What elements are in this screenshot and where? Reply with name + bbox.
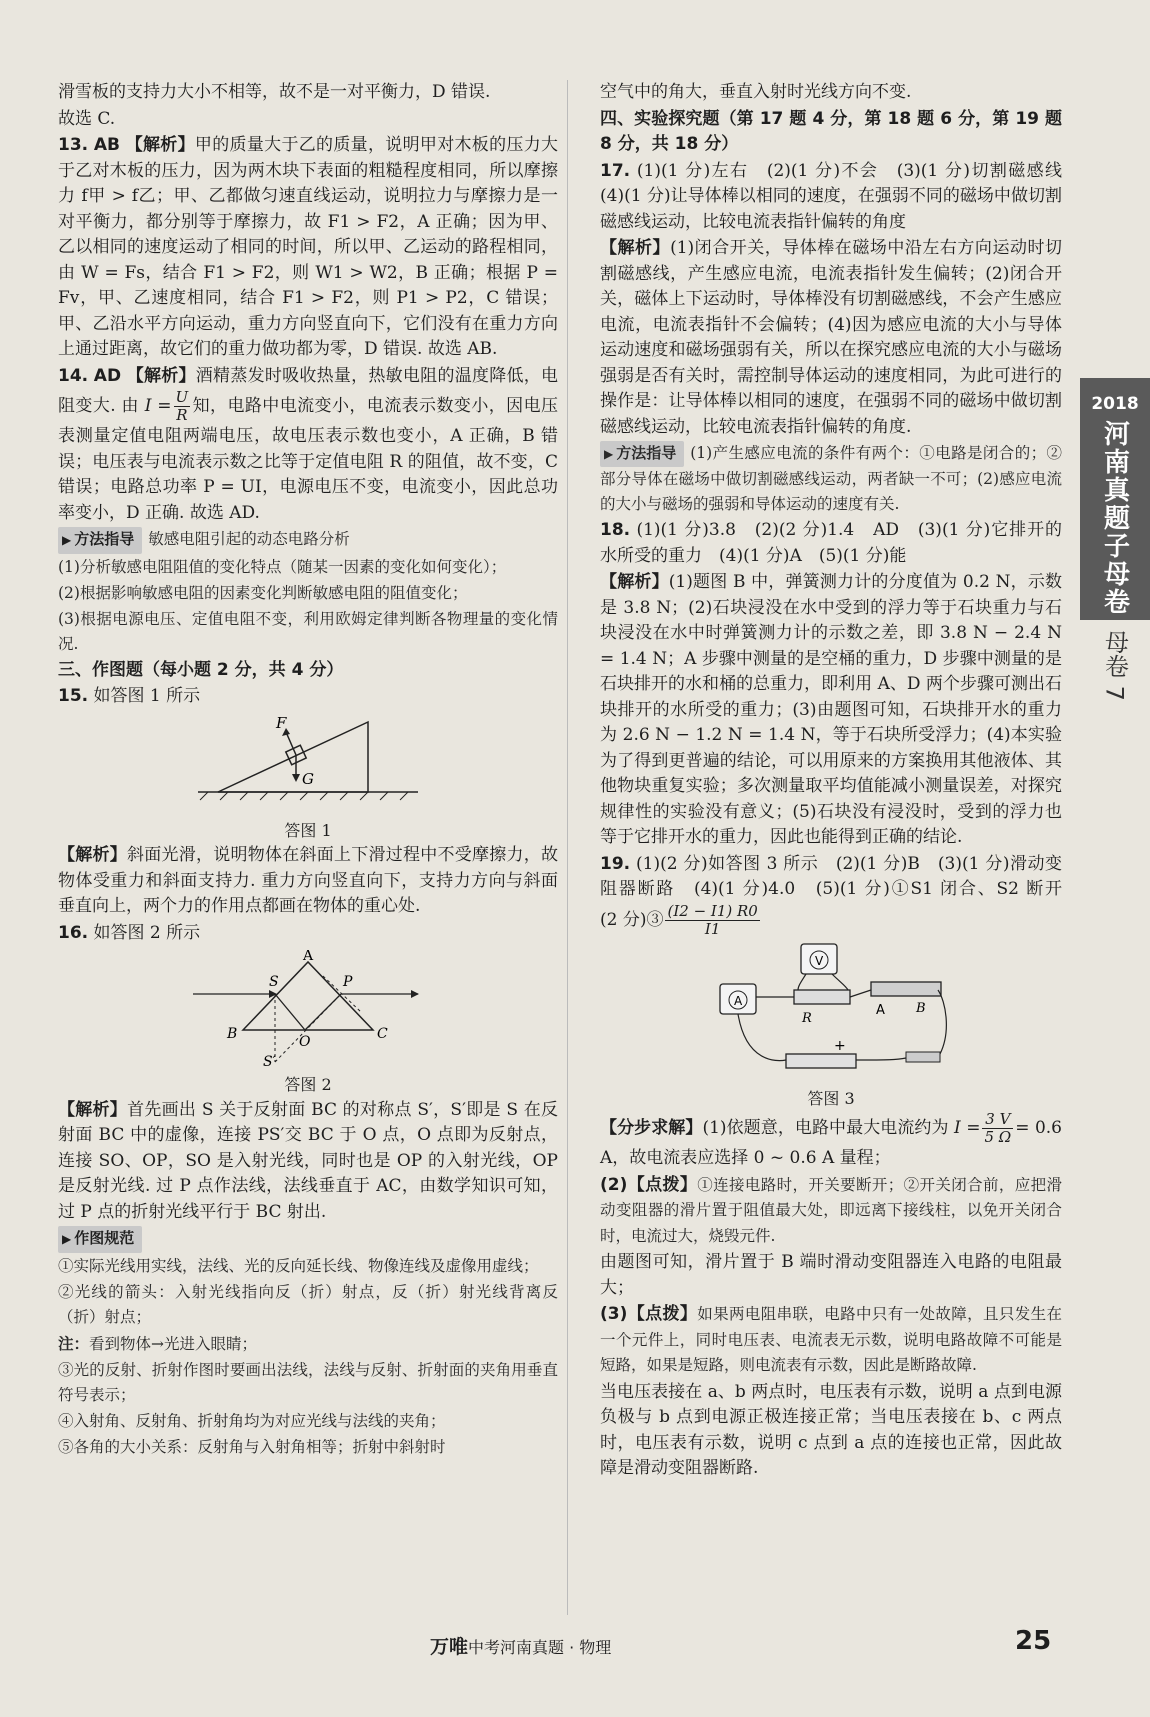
ammeter-label: A (734, 993, 743, 1008)
side-tab (1080, 378, 1150, 620)
method-item: (1)分析敏感电阻阻值的变化特点（随某一因素的变化如何变化）； (58, 557, 507, 576)
vertex-B: B (227, 1026, 238, 1042)
step-text: (1)依题意，电路中最大电流约为 (702, 1118, 949, 1138)
question-15 (58, 684, 558, 710)
answer: AD (93, 365, 122, 386)
step-solution-2 (600, 1173, 1062, 1250)
answer: (1)(1 分)左右 (2)(1 分)不会 (3)(1 分)切割磁感线 (4)(1 分)让导体棒以相同的速度，在强弱不同的磁场中做切割磁感线运动，比较电流表指针偏转的角度 (600, 160, 1079, 232)
question-17 (600, 159, 1079, 236)
point-O: O (299, 1034, 311, 1050)
figure-1-caption: 答图 1 (284, 820, 332, 840)
fraction (982, 1111, 1013, 1146)
fraction-numerator: 3 V (982, 1111, 1013, 1129)
question-17-analysis (600, 236, 1062, 440)
question-18 (600, 518, 1062, 569)
formula-prefix: I = (954, 1118, 981, 1138)
method-tag: ▶ 方法指导 (600, 441, 684, 467)
analysis-label: 【解析】 (600, 238, 671, 258)
figure-2-caption: 答图 2 (284, 1075, 332, 1094)
question-14 (58, 364, 558, 527)
page-footer (0, 1626, 1150, 1662)
figure-1-incline (188, 714, 428, 814)
analysis-label: 【解析】 (125, 135, 195, 155)
analysis-text: (1)闭合开关，导体棒在磁场中沿左右方向运动时切割磁感线，产生感应电流，电流表指针发生偏转；(2)闭合开关，磁体上下运动时，导体棒没有切割磁感线，不会产生感应电流，电流表指针不会偏转；(4)因为感应电流的大小与导体运动速度和磁场强弱有关，所以在探究感应电流的大小与磁场强弱是否有关时，需控制导体运动的速度相同，为此可进行的操作是：让导体棒以相同的速度，在强弱不同的磁场中做切割磁感线运动，比较电流表指针偏转的角度. (600, 238, 1062, 437)
question-16-analysis (58, 1098, 558, 1226)
rheostat-end-A: A (876, 1002, 885, 1018)
hint-text: 如果两电阻串联，电路中只有一处故障，且只发生在一个元件上，同时电压表、电流表无示数，说明电路故障不可能是短路，如果是短路，则电流表有示数，因此是断路故障. (600, 1305, 1062, 1374)
battery-plus: + (834, 1037, 846, 1054)
page-number: 25 (1015, 1626, 1052, 1656)
side-subtitle: 母卷 7 (1100, 630, 1129, 701)
text-line: 故选 C. (58, 108, 116, 129)
question-number: 14. (58, 365, 89, 386)
drawing-rules-heading (58, 1226, 558, 1253)
analysis-text: 斜面光滑，说明物体在斜面上下滑过程中不受摩擦力，故物体受重力和斜面支持力. 重力方向竖直向下，支持力方向与斜面垂直向上，两个力的作用点都画在物体的重心处. (58, 845, 558, 916)
question-text: 如答图 2 所示 (93, 922, 201, 943)
method-text: (1)产生感应电流的条件有两个：①电路是闭合的；②部分导体在磁场中做切割磁感线运动，两者缺一不可；(2)感应电流的大小与磁场的强弱和导体运动的速度有关. (600, 444, 1062, 513)
force-F-label: F (276, 713, 287, 732)
figure-2-prism (183, 950, 433, 1068)
analysis-text: 甲的质量大于乙的质量，说明甲对木板的压力大于乙对木板的压力，因为两木块下表面的粗糙程度相同，所以摩擦力 f甲 > f乙；甲、乙都做匀速直线运动，说明拉力与摩擦力是一对平衡力，都分别等于摩擦力，故 F1 > F2，A 正确；因为甲、乙以相同的速度运动了相同的时间，所以甲、乙运动的路程相同，由 W = Fs，结合 F1 > F2，则 W1 > W2，B 正确；根据 P = Fv，甲、乙速度相同，结合 F1 > F2，则 P1 > P2，C 错误；甲、乙沿水平方向运动，重力方向竖直向下，它们没有在重力方向上通过距离，故它们的重力做功都为零，D 错误. 故选 AB. (58, 135, 559, 359)
fraction-denominator: I1 (704, 919, 721, 938)
answer: (1)(2 分)如答图 3 所示 (2)(1 分)B (3)(1 分)滑动变阻器断路 (4)(1 分)4.0 (5)(1 分)①S1 闭合、S2 断开 (2 分)③ (600, 853, 1079, 930)
step-solution-3 (600, 1302, 1062, 1379)
question-number: 17. (600, 160, 631, 181)
section-heading: 三、作图题（每小题 2 分，共 4 分） (58, 659, 344, 680)
side-year: 2018 (1091, 394, 1139, 414)
text-line: 滑雪板的支持力大小不相等，故不是一对平衡力，D 错误. (58, 82, 491, 102)
fraction-denominator: 5 Ω (984, 1128, 1012, 1146)
text-line: 空气中的角大，垂直入射时光线方向不变. (600, 82, 912, 102)
note-text: 看到物体→光进入眼睛； (89, 1334, 258, 1353)
column-divider (567, 80, 568, 1615)
figure-3-circuit (706, 942, 956, 1082)
analysis-text: 酒精蒸发时吸收热量，热敏电阻的温度降低，电阻变大. 由 (58, 365, 559, 416)
method-title: 敏感电阻引起的动态电路分析 (148, 530, 350, 548)
vertex-C: C (377, 1026, 388, 1042)
question-19 (600, 852, 1079, 938)
side-title: 河南真题子母卷 (1099, 420, 1130, 616)
footer-brand (430, 1632, 611, 1659)
figure-3-caption: 答图 3 (807, 1088, 855, 1108)
point-P: P (343, 974, 353, 990)
method-box-heading (58, 527, 558, 554)
rheostat-end-B: B (916, 1000, 926, 1016)
brand-logo: 万唯 (430, 1636, 469, 1658)
question-number: 19. (600, 853, 631, 874)
force-G-label: G (302, 769, 314, 788)
question-text: 如答图 1 所示 (93, 686, 201, 706)
method-item: (2)根据影响敏感电阻的因素变化判断敏感电阻的阻值变化； (58, 583, 468, 602)
rule-item: ③光的反射、折射作图时要画出法线，法线与反射、折射面的夹角用垂直符号表示； (58, 1360, 558, 1404)
section-heading: 四、实验探究题（第 17 题 4 分，第 18 题 6 分，第 19 题 8 分，共 18 分） (600, 108, 1062, 154)
fraction-numerator: U (175, 388, 189, 406)
analysis-label: 【解析】 (126, 365, 196, 386)
formula-prefix: I = (144, 396, 172, 416)
step-text: 当电压表接在 a、b 两点时，电压表有示数，说明 a 点到电源负极与 b 点到电源正极连接正常；当电压表接在 b、c 两点时，电压表有示数，说明 c 点到 a 点的连接也正常，因此故障是滑动变阻器断路. (600, 1381, 1062, 1478)
resistor-label: R (802, 1010, 812, 1026)
brand-text: 中考河南真题 · 物理 (468, 1638, 612, 1657)
question-number: 16. (58, 922, 89, 943)
rule-item: ②光线的箭头：入射光线指向反（折）射点，反（折）射光线背离反（折）射点； (58, 1282, 558, 1326)
side-subtitle-box (1080, 630, 1150, 701)
analysis-label: 【解析】 (58, 1099, 128, 1120)
question-number: 15. (58, 686, 89, 706)
hint-label: (3)【点拨】 (600, 1304, 698, 1324)
rule-item: ④入射角、反射角、折射角均为对应光线与法线的夹角； (58, 1411, 446, 1430)
point-S-prime: S′ (263, 1054, 276, 1068)
question-13 (58, 133, 558, 363)
answer: AB (93, 135, 120, 155)
fraction-numerator: (I2 − I1) R0 (667, 901, 758, 920)
fraction (174, 389, 191, 424)
question-18-analysis (600, 570, 1062, 851)
answer: (1)(1 分)3.8 (2)(2 分)1.4 AD (3)(1 分)它排开的水所受的重力 (4)(1 分)A (5)(1 分)能 (600, 520, 1062, 566)
rule-note (58, 1331, 558, 1357)
analysis-label: 【解析】 (58, 845, 127, 865)
analysis-text: (1)题图 B 中，弹簧测力计的分度值为 0.2 N，示数是 3.8 N；(2)石块浸没在水中受到的浮力等于石块重力与石块浸没在水中时弹簧测力计的示数之差，即 3.8 N − 2.4 N = 1.4 N；A 步骤中测量的是空桶的重力，D 步骤中测量的是石块排开的水和桶的总重力，即利用 A、D 两个步骤可测出石块排开的水所受的重力；(3)由题图可知，石块排开水的重力为 2.6 N − 1.2 N = 1.4 N，等于石块所受浮力；(4)本实验为了得到更普遍的结论，可以用原来的方案换用其他液体、其他物块重复实验；多次测量取平均值能减小测量误差，对探究规律性的实验没有意义；(5)石块没有浸没时，受到的浮力也等于它排开水的重力，因此也能得到正确的结论. (600, 572, 1063, 847)
point-S: S (269, 974, 279, 990)
hint-text: ①连接电路时，开关要断开；②开关闭合前，应把滑动变阻器的滑片置于阻值最大处，即远离下接线柱，以免开关闭合时，电流过大，烧毁元件. (600, 1175, 1062, 1245)
left-column (58, 80, 558, 1461)
step-text: 由题图可知，滑片置于 B 端时滑动变阻器连入电路的电阻最大； (600, 1252, 1062, 1298)
method-tag: ▶ 方法指导 (58, 527, 142, 554)
step-solution-1 (600, 1111, 1062, 1172)
method-box (600, 441, 1062, 517)
fraction (665, 903, 759, 938)
rule-item: ⑤各角的大小关系：反射角与入射角相等；折射中斜射时 (58, 1437, 446, 1456)
question-15-analysis (58, 843, 558, 920)
analysis-text: 知，电路中电流变小，电流表示数变小，因电压表测量定值电阻两端电压，故电压表示数也变小，A 正确，B 错误；电压表与电流表示数之比等于定值电阻 R 的阻值，故不变，C 错误；电路总功率 P = UI，电源电压不变，电流变小，因此总功率变小，D 正确. 故选 AD. (58, 396, 558, 523)
step-text: = 0.6 A，故电流表应选择 0 ~ 0.6 A 量程； (600, 1118, 1062, 1168)
method-item: (3)根据电源电压、定值电阻不变，利用欧姆定律判断各物理量的变化情况. (58, 609, 558, 653)
hint-label: (2)【点拨】 (600, 1174, 698, 1195)
question-number: 13. (58, 135, 89, 155)
note-label: 注： (58, 1333, 90, 1353)
rule-item: ①实际光线用实线，法线、光的反向延长线、物像连线及虚像用虚线； (58, 1256, 539, 1275)
analysis-text: 首先画出 S 关于反射面 BC 的对称点 S′，S′即是 S 在反射面 BC 中的虚像，连接 PS′交 BC 于 O 点，O 点即为反射点，连接 SO、OP，SO 是入射光线，同时也是 OP 的入射光线，OP 是反射光线. 过 P 点作法线，法线垂直于 AC，由数学知识可知，过 P 点的折射光线平行于 BC 射出. (58, 1099, 558, 1222)
drawing-rules-tag: ▶ 作图规范 (58, 1226, 142, 1253)
step-label: 【分步求解】 (600, 1118, 703, 1138)
voltmeter-label: V (815, 953, 824, 968)
analysis-label: 【解析】 (600, 572, 669, 592)
fraction-denominator: R (176, 406, 188, 424)
question-16 (58, 921, 558, 947)
right-column (600, 80, 1079, 1483)
vertex-A: A (303, 950, 314, 964)
question-number: 18. (600, 520, 631, 540)
